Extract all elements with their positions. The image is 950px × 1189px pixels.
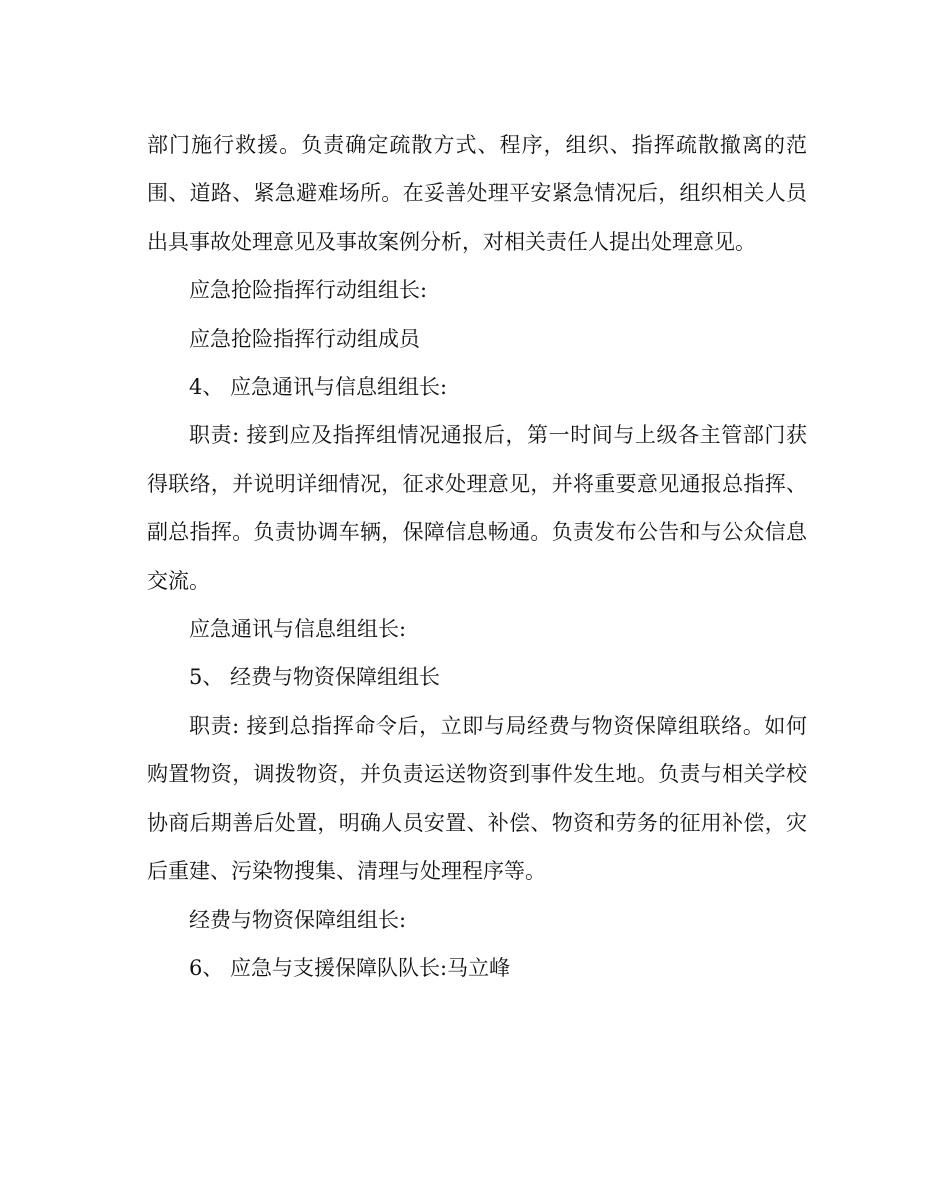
paragraph-communication-duties: 职责: 接到应及指挥组情况通报后，第一时间与上级各主管部门获得联络，并说明详细情况，征求处理意见，并将重要意见通报总指挥、副总指挥。负责协调车辆，保障信息畅通。负责发布公告和与公众信息交流。 <box>147 423 807 593</box>
paragraph-supply-duties: 职责: 接到总指挥命令后，立即与局经费与物资保障组联络。如何购置物资，调拨物资，并负责运送物资到事件发生地。负责与相关学校协商后期善后处置，明确人员安置、补偿、物资和劳务的征用补偿，灾后重建、污染物搜集、清理与处理程序等。 <box>147 713 807 884</box>
document-body <box>147 121 807 992</box>
paragraph-rescue-members: 应急抢险指挥行动组成员 <box>189 326 420 351</box>
paragraph-rescue-duties: 部门施行救援。负责确定疏散方式、程序，组织、指挥疏散撤离的范围、道路、紧急避难场所。在妥善处理平安紧急情况后，组织相关人员出具事故处理意见及事故案例分析，对相关责任人提出处理意见。 <box>147 133 807 254</box>
heading-support-team: 6、 应急与支援保障队队长:马立峰 <box>189 955 511 980</box>
paragraph-supply-leader: 经费与物资保障组组长: <box>189 907 407 932</box>
paragraph-rescue-leader: 应急抢险指挥行动组组长: <box>189 278 428 303</box>
heading-communication-group: 4、 应急通讯与信息组组长: <box>189 375 448 400</box>
heading-supply-group: 5、 经费与物资保障组组长 <box>189 665 441 690</box>
paragraph-communication-leader: 应急通讯与信息组组长: <box>189 617 407 642</box>
